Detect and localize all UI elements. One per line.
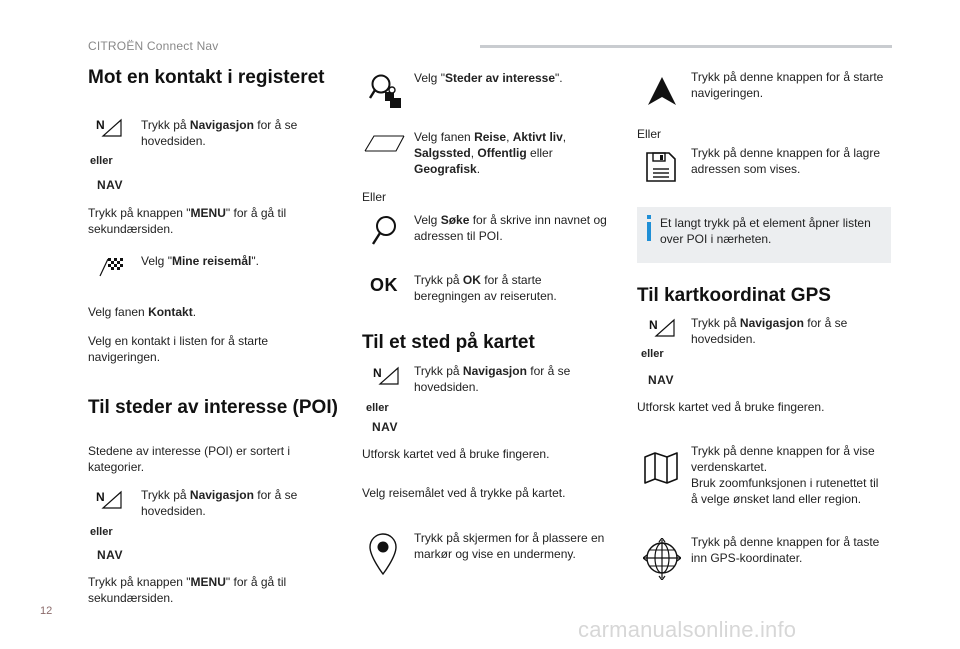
paragraph-ok: Trykk på OK for å starte beregningen av reiseruten. (414, 273, 557, 303)
info-text: Et langt trykk på et element åpner listen over POI i nærheten. (660, 216, 871, 246)
heading-gps: Til kartkoordinat GPS (637, 285, 831, 306)
paragraph-poi-tabs: Velg fanen Reise, Aktivt liv, Salgssted, Offentlig eller Geografisk. (414, 130, 567, 176)
paragraph-poi-categories: Stedene av interesse (POI) er sortert i kategorier. (88, 444, 291, 474)
paragraph-navigation-1: Trykk på Navigasjon for å se hovedsiden. (141, 118, 298, 148)
paragraph-or: Eller (637, 127, 662, 141)
paragraph-search: Velg Søke for å skrive inn navnet og adressen til POI. (414, 213, 607, 243)
paragraph-or: Eller (362, 190, 387, 204)
paragraph-world-map: Trykk på denne knappen for å vise verdenskartet. Bruk zoomfunksjonen i rutenettet til å velge ønsket land eller region. (691, 444, 879, 506)
checkered-flag-icon (96, 255, 126, 277)
paragraph-select-contact: Velg en kontakt i listen for å starte navigeringen. (88, 334, 269, 364)
nav-button-label: NAV (648, 373, 674, 387)
svg-text:N: N (96, 118, 105, 132)
ok-icon: OK (370, 275, 398, 295)
paragraph-explore-map: Utforsk kartet ved å bruke fingeren. (362, 447, 550, 461)
paragraph-gps-coordinates: Trykk på denne knappen for å taste inn GPS-koordinater. (691, 535, 880, 565)
paragraph-poi-select: Velg "Steder av interesse". (414, 71, 563, 85)
nav-button-label: NAV (372, 420, 398, 434)
heading-map-place: Til et sted på kartet (362, 332, 535, 353)
map-pin-icon (367, 530, 399, 576)
paragraph-place-marker: Trykk på skjermen for å plassere en markør og vise en undermeny. (414, 531, 605, 561)
paragraph-navigation-3: Trykk på Navigasjon for å se hovedsiden. (414, 364, 571, 394)
save-icon (645, 151, 677, 183)
manual-title: CITROËN Connect Nav (88, 39, 219, 53)
svg-text:N: N (649, 318, 658, 332)
search-icon (370, 214, 400, 250)
nav-button-label: NAV (97, 548, 123, 562)
paragraph-menu-2: Trykk på knappen "MENU" for å gå til sekundærsiden. (88, 575, 287, 605)
paragraph-my-destinations: Velg "Mine reisemål". (141, 254, 259, 268)
globe-icon (643, 538, 681, 580)
page-number: 12 (40, 605, 53, 617)
navigation-icon (96, 489, 126, 517)
navigation-icon (96, 117, 126, 145)
paragraph-save-address: Trykk på denne knappen for å lagre adressen som vises. (691, 146, 881, 176)
paragraph-select-destination: Velg reisemålet ved å trykke på kartet. (362, 486, 566, 500)
nav-button-label: NAV (97, 178, 123, 192)
paragraph-explore-map-2: Utforsk kartet ved å bruke fingeren. (637, 400, 825, 414)
navigation-icon (649, 317, 679, 345)
svg-text:N: N (96, 490, 105, 504)
header-divider (480, 45, 892, 48)
info-icon (646, 215, 652, 241)
eller-label: eller (366, 402, 389, 414)
paragraph-navigation-4: Trykk på Navigasjon for å se hovedsiden. (691, 316, 848, 346)
eller-label: eller (641, 348, 664, 360)
heading-poi: Til steder av interesse (POI) (88, 397, 338, 418)
navigation-icon (373, 365, 403, 393)
poi-icon (368, 72, 404, 110)
watermark: carmanualsonline.info (578, 617, 797, 642)
svg-text:N: N (373, 366, 382, 380)
eller-label: eller (90, 155, 113, 167)
world-map-icon (643, 451, 679, 485)
eller-label: eller (90, 526, 113, 538)
paragraph-navigation-2: Trykk på Navigasjon for å se hovedsiden. (141, 488, 298, 518)
navigate-arrow-icon (645, 75, 679, 107)
tab-icon (364, 133, 406, 153)
heading-contact: Mot en kontakt i registeret (88, 67, 325, 88)
paragraph-contact-tab: Velg fanen Kontakt. (88, 305, 197, 319)
paragraph-menu-1: Trykk på knappen "MENU" for å gå til sekundærsiden. (88, 206, 287, 236)
paragraph-start-navigation: Trykk på denne knappen for å starte navigeringen. (691, 70, 884, 100)
